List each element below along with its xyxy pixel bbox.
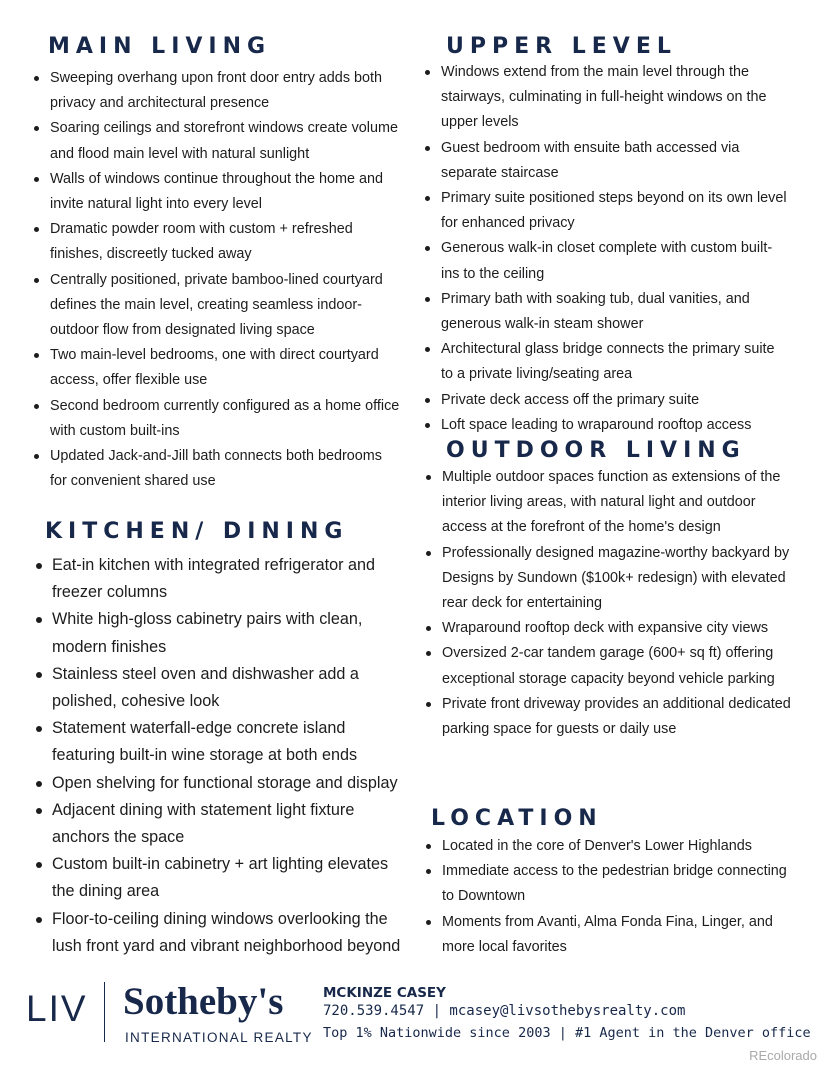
list-item: Primary bath with soaking tub, dual vanities, and generous walk-in steam shower: [441, 287, 789, 337]
kitchen-dining-heading: KITCHEN/ DINING: [45, 519, 349, 544]
list-item: Oversized 2-car tandem garage (600+ sq ft) offering exceptional storage capacity beyond vehicle parking: [442, 641, 792, 691]
list-item: Located in the core of Denver's Lower Highlands: [442, 834, 792, 859]
list-item: Primary suite positioned steps beyond on its own level for enhanced privacy: [441, 186, 789, 236]
list-item: Open shelving for functional storage and display: [52, 770, 407, 797]
list-item: Statement waterfall-edge concrete island featuring built-in wine storage at both ends: [52, 715, 407, 769]
agent-tagline: Top 1% Nationwide since 2003 | #1 Agent in the Denver office: [323, 1025, 811, 1041]
list-item: Dramatic powder room with custom + refreshed finishes, discreetly tucked away: [50, 217, 402, 267]
list-item: Centrally positioned, private bamboo-lined courtyard defines the main level, creating seamless indoor-outdoor flow from designated living space: [50, 268, 402, 344]
list-item: Walls of windows continue throughout the home and invite natural light into every level: [50, 167, 402, 217]
list-item: Sweeping overhang upon front door entry adds both privacy and architectural presence: [50, 66, 402, 116]
main-living-list: [50, 66, 402, 494]
list-item: Floor-to-ceiling dining windows overlooking the lush front yard and vibrant neighborhood beyond: [52, 906, 407, 960]
agent-contact: 720.539.4547 | mcasey@livsothebysrealty.com: [323, 1003, 686, 1019]
location-list: [442, 834, 792, 960]
outdoor-living-heading: OUTDOOR LIVING: [446, 438, 746, 463]
list-item: Custom built-in cabinetry + art lighting elevates the dining area: [52, 851, 407, 905]
list-item: Immediate access to the pedestrian bridge connecting to Downtown: [442, 859, 792, 909]
list-item: Wraparound rooftop deck with expansive city views: [442, 616, 792, 641]
list-item: Professionally designed magazine-worthy backyard by Designs by Sundown ($100k+ redesign) with elevated rear deck for entertaining: [442, 541, 792, 617]
list-item: Eat-in kitchen with integrated refrigerator and freezer columns: [52, 552, 407, 606]
list-item: Second bedroom currently configured as a home office with custom built-ins: [50, 394, 402, 444]
list-item: Soaring ceilings and storefront windows create volume and flood main level with natural sunlight: [50, 116, 402, 166]
upper-level-list: [441, 60, 789, 438]
recolorado-watermark: REcolorado: [749, 1048, 817, 1063]
agent-name: MCKINZE CASEY: [323, 985, 446, 1001]
main-living-heading: MAIN LIVING: [48, 34, 272, 59]
list-item: Loft space leading to wraparound rooftop access: [441, 413, 789, 438]
list-item: Architectural glass bridge connects the primary suite to a private living/seating area: [441, 337, 789, 387]
list-item: Private deck access off the primary suite: [441, 388, 789, 413]
list-item: Moments from Avanti, Alma Fonda Fina, Linger, and more local favorites: [442, 910, 792, 960]
list-item: Multiple outdoor spaces function as extensions of the interior living areas, with natural light and outdoor access at the forefront of the home's design: [442, 465, 792, 541]
location-heading: LOCATION: [431, 806, 603, 831]
list-item: Generous walk-in closet complete with custom built-ins to the ceiling: [441, 236, 789, 286]
list-item: White high-gloss cabinetry pairs with clean, modern finishes: [52, 606, 407, 660]
list-item: Two main-level bedrooms, one with direct courtyard access, offer flexible use: [50, 343, 402, 393]
liv-logo: LIV: [26, 988, 88, 1029]
list-item: Stainless steel oven and dishwasher add a polished, cohesive look: [52, 661, 407, 715]
list-item: Updated Jack-and-Jill bath connects both bedrooms for convenient shared use: [50, 444, 402, 494]
logo-divider: [104, 982, 105, 1042]
list-item: Private front driveway provides an additional dedicated parking space for guests or daily use: [442, 692, 792, 742]
list-item: Adjacent dining with statement light fixture anchors the space: [52, 797, 407, 851]
sothebys-logo: Sotheby's: [123, 980, 284, 1023]
international-realty-label: INTERNATIONAL REALTY: [125, 1030, 313, 1045]
list-item: Guest bedroom with ensuite bath accessed via separate staircase: [441, 136, 789, 186]
upper-level-heading: UPPER LEVEL: [446, 34, 677, 59]
list-item: Windows extend from the main level through the stairways, culminating in full-height windows on the upper levels: [441, 60, 789, 136]
kitchen-dining-list: [52, 552, 407, 960]
outdoor-living-list: [442, 465, 792, 742]
